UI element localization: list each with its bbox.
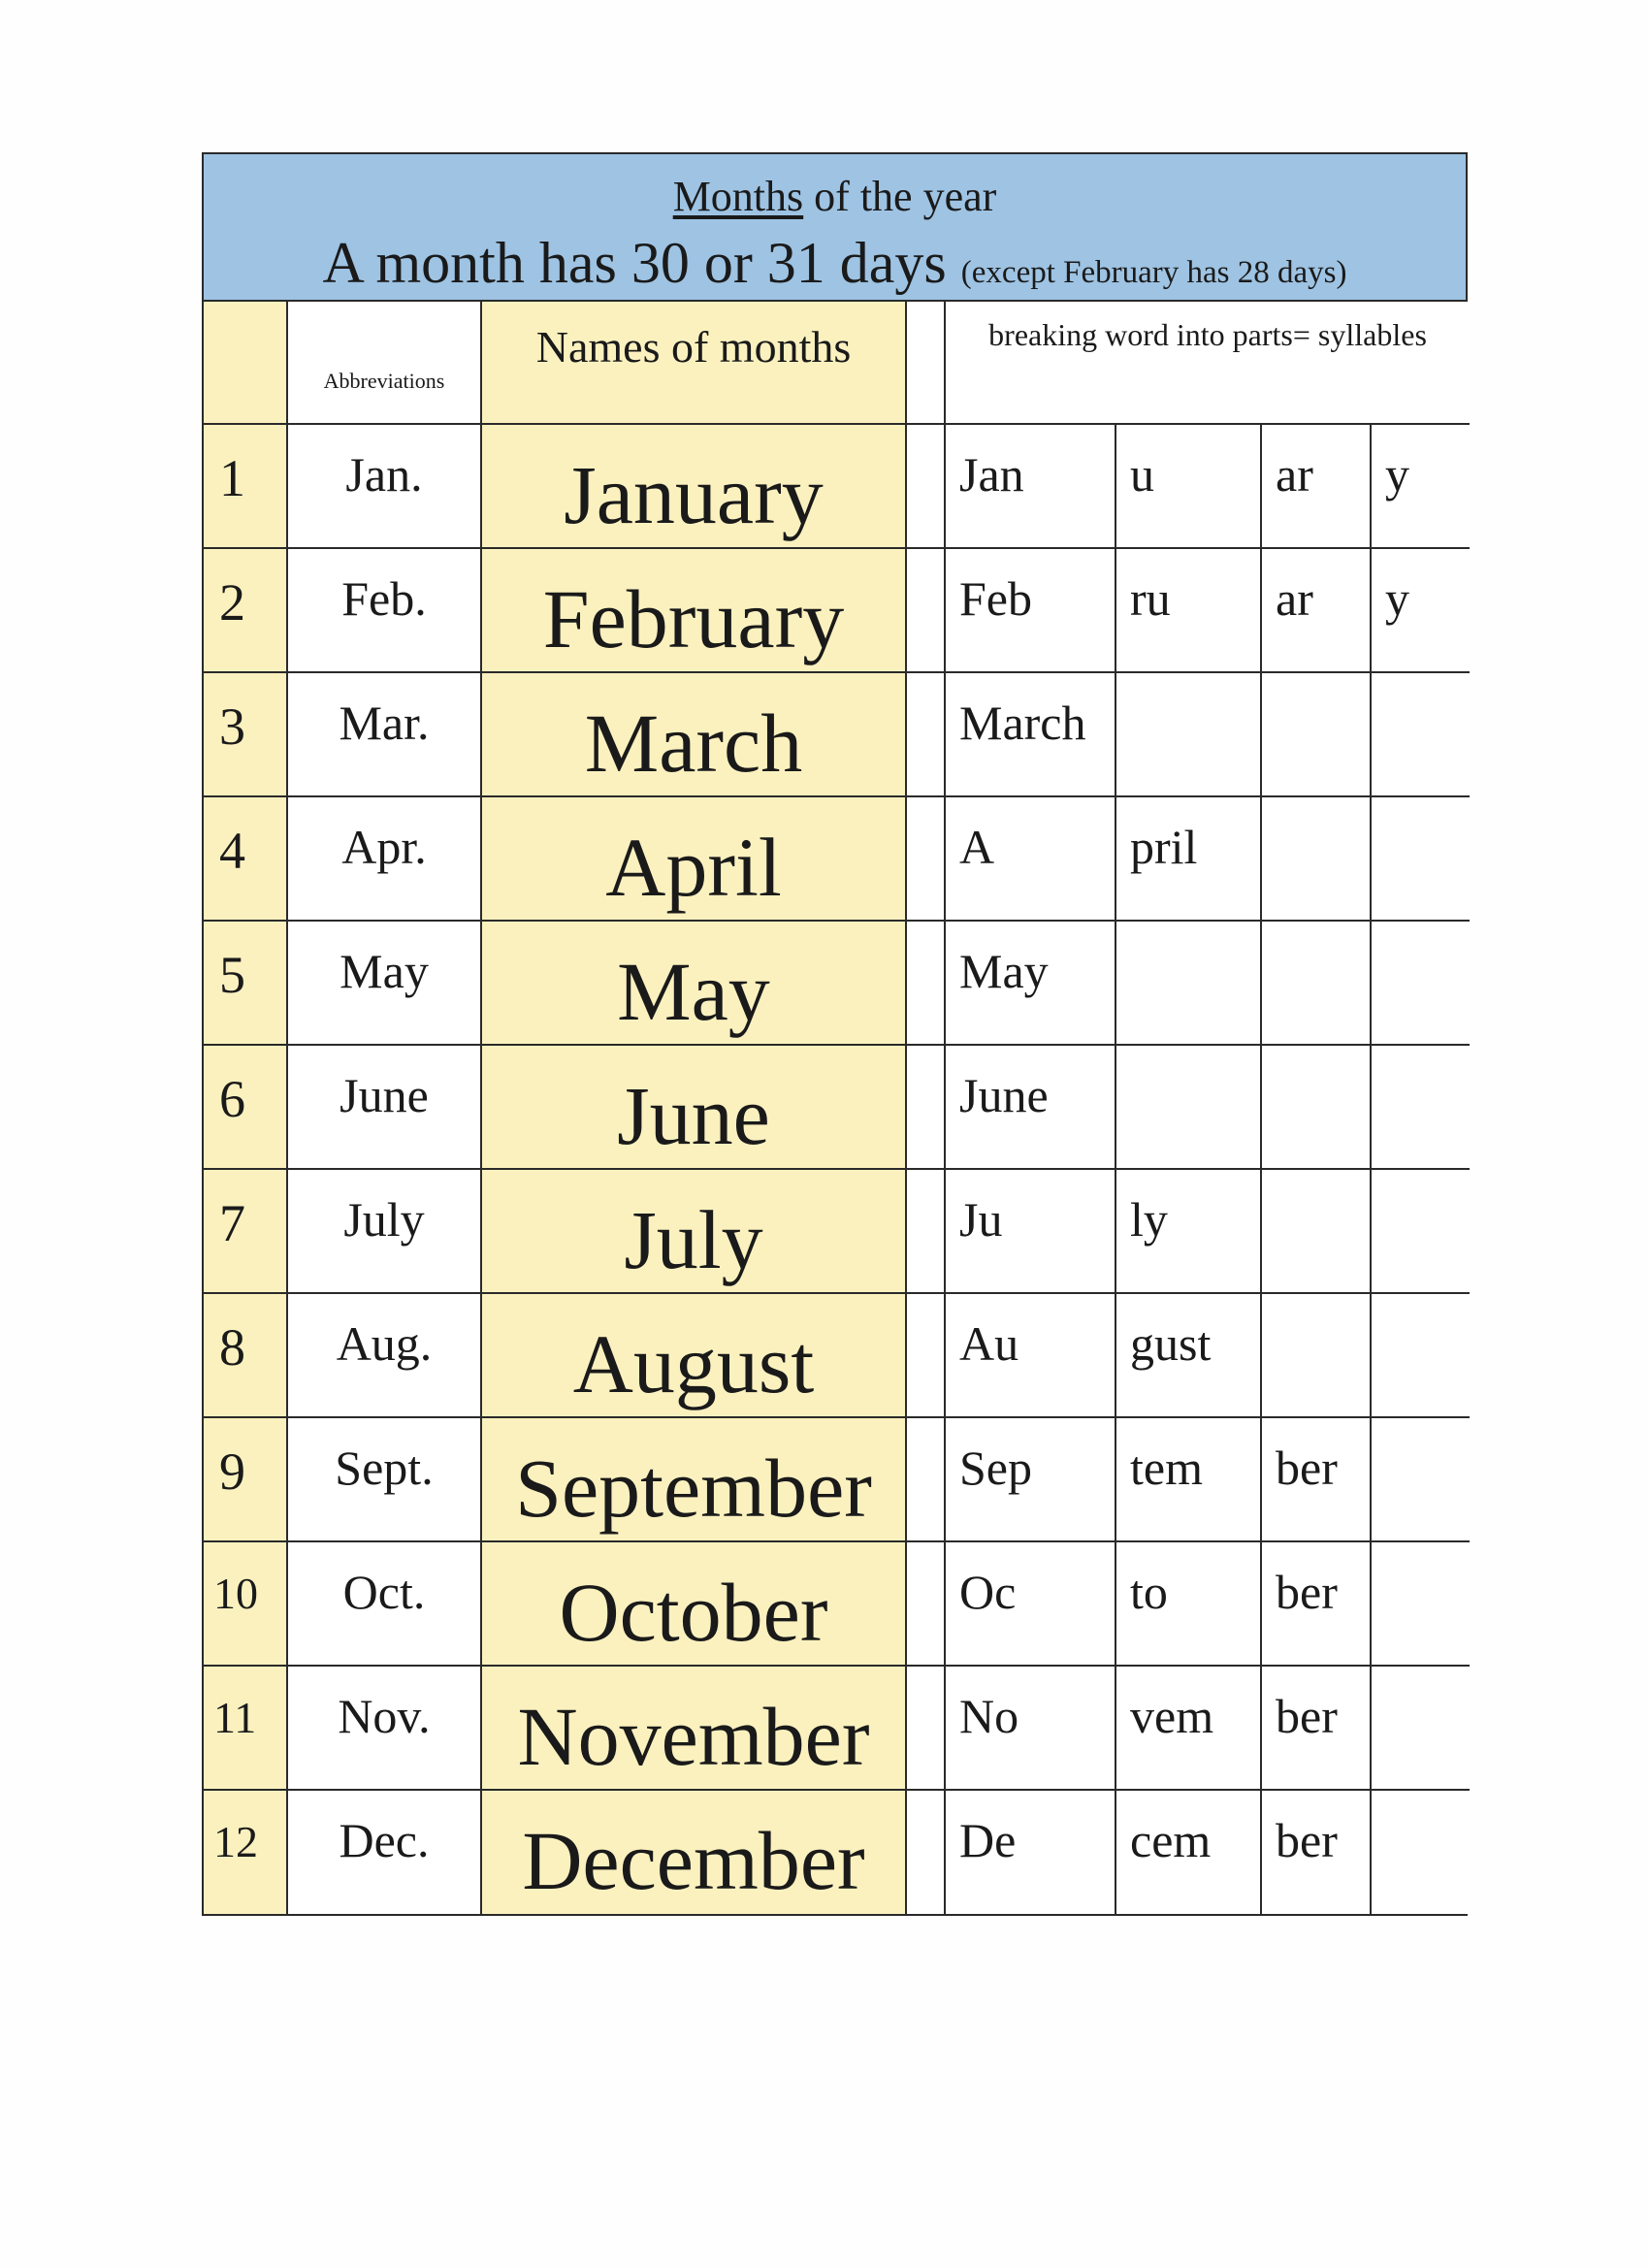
syllable-cell — [1371, 921, 1470, 1045]
spacer-cell — [906, 548, 945, 672]
month-name-cell: September — [481, 1417, 906, 1541]
syllable-cell — [1371, 1417, 1470, 1541]
month-name-cell: March — [481, 672, 906, 796]
syllable-cell: to — [1116, 1541, 1261, 1666]
spacer-cell — [906, 1666, 945, 1790]
syllable-cell: y — [1371, 424, 1470, 548]
syllable-cell — [1261, 1045, 1371, 1169]
month-name-cell: April — [481, 796, 906, 921]
month-number-cell: 4 — [204, 796, 287, 921]
month-name-cell: December — [481, 1790, 906, 1914]
month-name-cell: October — [481, 1541, 906, 1666]
month-number-cell: 8 — [204, 1293, 287, 1417]
table-row — [204, 672, 1470, 796]
syllable-cell: No — [945, 1666, 1116, 1790]
spacer-cell — [906, 1541, 945, 1666]
spacer-cell — [906, 1417, 945, 1541]
month-name-cell: June — [481, 1045, 906, 1169]
month-name-cell: November — [481, 1666, 906, 1790]
syllable-cell: gust — [1116, 1293, 1261, 1417]
syllable-cell: Au — [945, 1293, 1116, 1417]
column-header-row — [204, 302, 1470, 424]
table-row — [204, 1541, 1470, 1666]
title-rest: of the year — [803, 173, 997, 220]
syllable-cell — [1371, 1045, 1470, 1169]
month-number-cell: 3 — [204, 672, 287, 796]
month-abbreviation-cell: Apr. — [287, 796, 481, 921]
month-abbreviation-cell: Dec. — [287, 1790, 481, 1914]
month-number-cell: 9 — [204, 1417, 287, 1541]
month-number-cell: 10 — [204, 1541, 287, 1666]
months-table — [204, 302, 1470, 1914]
syllable-cell — [1371, 1541, 1470, 1666]
table-row — [204, 424, 1470, 548]
syllable-cell: ber — [1261, 1541, 1371, 1666]
spacer-column-header — [906, 302, 945, 424]
syllable-cell: June — [945, 1045, 1116, 1169]
spacer-cell — [906, 1790, 945, 1914]
spacer-cell — [906, 672, 945, 796]
syllable-cell: vem — [1116, 1666, 1261, 1790]
syllable-cell: ru — [1116, 548, 1261, 672]
syllable-cell — [1116, 921, 1261, 1045]
month-abbreviation-cell: Nov. — [287, 1666, 481, 1790]
month-abbreviation-cell: Aug. — [287, 1293, 481, 1417]
syllable-cell: ar — [1261, 548, 1371, 672]
syllable-cell: Ju — [945, 1169, 1116, 1293]
syllable-cell: ar — [1261, 424, 1371, 548]
syllable-cell — [1371, 1169, 1470, 1293]
month-abbreviation-cell: Mar. — [287, 672, 481, 796]
subtitle-note: (except February has 28 days) — [960, 255, 1347, 290]
month-abbreviation-cell: July — [287, 1169, 481, 1293]
syllable-cell — [1261, 1293, 1371, 1417]
syllable-cell: ber — [1261, 1790, 1371, 1914]
syllable-cell — [1371, 1666, 1470, 1790]
month-number-cell: 5 — [204, 921, 287, 1045]
syllable-cell: A — [945, 796, 1116, 921]
syllable-cell: tem — [1116, 1417, 1261, 1541]
names-column-header: Names of months — [481, 302, 906, 424]
table-row — [204, 1293, 1470, 1417]
syllable-cell — [1261, 1169, 1371, 1293]
syllable-cell — [1116, 1045, 1261, 1169]
month-abbreviation-cell: Feb. — [287, 548, 481, 672]
title-underlined-word: Months — [672, 173, 804, 220]
table-row — [204, 1666, 1470, 1790]
month-name-cell: May — [481, 921, 906, 1045]
syllable-cell: De — [945, 1790, 1116, 1914]
month-abbreviation-cell: Oct. — [287, 1541, 481, 1666]
month-number-cell: 6 — [204, 1045, 287, 1169]
abbreviations-column-header: Abbreviations — [287, 302, 481, 424]
syllable-cell: pril — [1116, 796, 1261, 921]
syllable-cell — [1116, 672, 1261, 796]
table-row — [204, 796, 1470, 921]
syllable-cell: u — [1116, 424, 1261, 548]
syllables-column-header: breaking word into parts= syllables — [945, 302, 1470, 424]
syllable-cell — [1371, 1790, 1470, 1914]
spacer-cell — [906, 921, 945, 1045]
month-number-cell: 12 — [204, 1790, 287, 1914]
number-column-header — [204, 302, 287, 424]
month-number-cell: 7 — [204, 1169, 287, 1293]
table-row — [204, 548, 1470, 672]
syllable-cell — [1261, 672, 1371, 796]
syllable-cell — [1371, 796, 1470, 921]
month-name-cell: August — [481, 1293, 906, 1417]
syllable-cell: Sep — [945, 1417, 1116, 1541]
table-row — [204, 1045, 1470, 1169]
syllable-cell — [1371, 672, 1470, 796]
worksheet-header — [204, 154, 1466, 302]
month-number-cell: 2 — [204, 548, 287, 672]
syllable-cell: ber — [1261, 1417, 1371, 1541]
subtitle-main: A month has 30 or 31 days — [322, 231, 947, 295]
syllable-cell: May — [945, 921, 1116, 1045]
month-name-cell: July — [481, 1169, 906, 1293]
table-row — [204, 1790, 1470, 1914]
syllable-cell: ly — [1116, 1169, 1261, 1293]
syllable-cell — [1261, 921, 1371, 1045]
spacer-cell — [906, 424, 945, 548]
month-name-cell: January — [481, 424, 906, 548]
syllable-cell — [1261, 796, 1371, 921]
spacer-cell — [906, 1169, 945, 1293]
worksheet-subtitle — [204, 230, 1466, 297]
table-row — [204, 1169, 1470, 1293]
month-number-cell: 11 — [204, 1666, 287, 1790]
spacer-cell — [906, 1045, 945, 1169]
month-abbreviation-cell: May — [287, 921, 481, 1045]
month-abbreviation-cell: Sept. — [287, 1417, 481, 1541]
syllable-cell: ber — [1261, 1666, 1371, 1790]
syllable-cell: Oc — [945, 1541, 1116, 1666]
syllable-cell: y — [1371, 548, 1470, 672]
month-abbreviation-cell: June — [287, 1045, 481, 1169]
month-number-cell: 1 — [204, 424, 287, 548]
months-worksheet — [202, 152, 1468, 1916]
month-name-cell: February — [481, 548, 906, 672]
spacer-cell — [906, 796, 945, 921]
syllable-cell: Jan — [945, 424, 1116, 548]
month-abbreviation-cell: Jan. — [287, 424, 481, 548]
table-row — [204, 1417, 1470, 1541]
worksheet-title — [204, 172, 1466, 221]
syllable-cell: Feb — [945, 548, 1116, 672]
spacer-cell — [906, 1293, 945, 1417]
syllable-cell: cem — [1116, 1790, 1261, 1914]
syllable-cell: March — [945, 672, 1116, 796]
table-row — [204, 921, 1470, 1045]
syllable-cell — [1371, 1293, 1470, 1417]
